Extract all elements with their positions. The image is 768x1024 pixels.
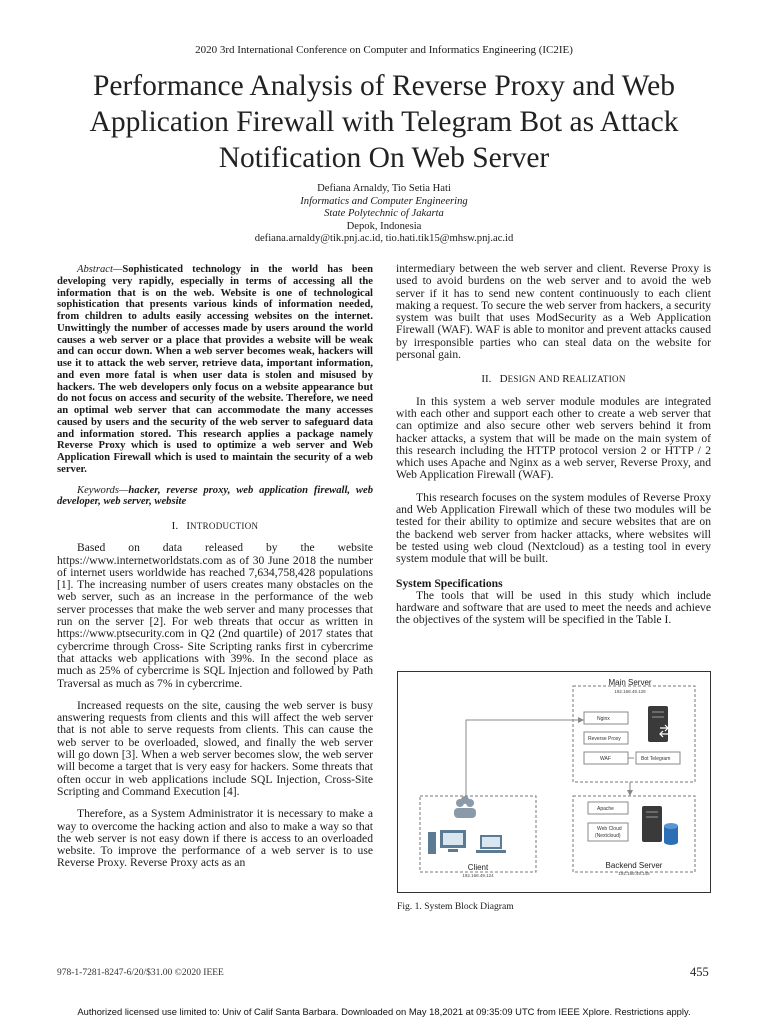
arrow-head [627, 790, 633, 796]
section-heading-introduction [57, 520, 373, 532]
section-rest: ESIGN [507, 374, 539, 385]
spec-paragraph: The tools that will be used in this study which include hardware and software that are used to meet the needs and achieve the objectives of the system will be specified in the Table I. [396, 588, 711, 627]
page-number: 455 [690, 965, 709, 979]
client-ip: 192.168.49.124 [462, 873, 494, 878]
main-server-label: Main Server [608, 678, 652, 687]
right-column [396, 263, 711, 627]
abstract [57, 264, 373, 476]
left-column [57, 264, 373, 870]
section-number: I. [171, 520, 179, 532]
author-block [0, 183, 768, 246]
right-paragraph-1: intermediary between the web server and client. Reverse Proxy is used to avoid burdens on the web server and to avoid the web server if it has to send new content continuously to each client making a request. To secure the web server from hackers, a security system was built that uses ModSecurity as a Web Application Firewall (WAF). WAF is able to monitor and prevent attacks caused by irresponsible parties who can steal data on the website for personal gain. [396, 262, 711, 362]
intro-paragraph-3: Therefore, as a System Administrator it is necessary to make a way to overcome the hacking action and also to make a way so that the web server is not easy down if there is access to an overloaded website. To improve the performance of a web server is to use Reverse Proxy. Reverse Proxy acts as an [57, 807, 373, 870]
conference-header: 2020 3rd International Conference on Computer and Informatics Engineering (IC2IE) [195, 44, 573, 56]
backend-server-ip: 192.168.49.145 [618, 871, 650, 876]
database-icon [664, 823, 678, 845]
section-rest: ND [546, 374, 563, 385]
nginx-label: Nginx [597, 716, 610, 722]
keywords-text: hacker, reverse proxy, web application firewall, web developer, web server, website [57, 484, 373, 508]
license-notice: Authorized licensed use limited to: Univ of Calif Santa Barbara. Downloaded on May 18,2021 at 09:35:09 UTC from IEEE Xplore. Restrictions apply. [77, 1006, 691, 1017]
reverse-proxy-label: Reverse Proxy [588, 736, 621, 742]
design-paragraph-1: In this system a web server module modules are integrated with each other and support each other to create a web server that can optimize and also secure other web servers behind it from hacker attacks, a system that will be made on the main system of this research including the HTTP protocol version 2 or HTTP / 2 which uses Apache and Nginx as a web server, Reverse Proxy, and Web Application Firewall (WAF). [396, 394, 711, 482]
author-emails: defiana.arnaldy@tik.pnj.ac.id, tio.hati.tik15@mhsw.pnj.ac.id [254, 233, 514, 245]
section-initial: A [538, 373, 547, 386]
diagram-canvas [398, 672, 710, 892]
backend-server-icon [642, 806, 662, 842]
nextcloud-label: (Nextcloud) [595, 833, 621, 839]
paper-title: Performance Analysis of Reverse Proxy and Web Application Firewall with Telegram Bot as Attack Notification On Web Server [89, 70, 679, 174]
section-rest: EALIZATION [569, 374, 626, 385]
waf-label: WAF [600, 756, 611, 762]
abstract-text: Sophisticated technology in the world has been developing very rapidly, especially in terms of accessing all the information that is on the web. Website is one of technological sophistication that presents various kinds of information needed, from children to adults easily accessing websites on the internet. Unwittingly the number of accesses made by users around the world causes a web server or a place that provides a website will be weak and can occur down. When a web server becomes weak, hackers will use it to attack the web server, retrieve data, important information, and even more fatal is when user data is stolen and misused by hackers. The web developers only focus on a website appearance but do not focus on access and security of the website. Therefore, we need an optimal web server that can accommodate the many accesses caused by users and the security of the web server to safeguard data and information stored. This research applies a package namely Reverse Proxy which is used to optimize a web server and Web Application Firewall which is used to maintain the security of a web server. [57, 264, 373, 475]
intro-paragraph-2: Increased requests on the site, causing the web server is busy answering requests from clients and this will affect the web server that is not able to serve requests from clients. This can cause the web server to be overloaded, slowed, and finally the web server will go down [3]. When a web server becomes slow, the web server will become a target that is very easy for hackers. Some threats that often occur in web applications include SQL Injection, Cross-Site Scripting and Command Execution [4]. [57, 698, 373, 798]
section-heading-design [396, 373, 711, 385]
section-initial: D [499, 373, 508, 386]
author-location: Depok, Indonesia [346, 220, 422, 232]
figure-caption: Fig. 1. System Block Diagram [397, 901, 514, 912]
design-paragraph-2: This research focuses on the system modules of Reverse Proxy and Web Application Firewall which of these two modules will be tested for their ability to optimize and secure websites that are on the backend web server from hacker attacks, where websites will be tested using web cloud (Nextcloud) as a testing tool in every system module that will be built. [396, 490, 711, 566]
intro-paragraph-1: Based on data released by the website https://www.internetworldstats.com as of 30 June 2018 the number of internet users worldwide has reached 7,634,758,428 populations [1]. The increasing number of users creates many obstacles on the web server, such as an increase in the performance of the web server processes that make the web server and many processes that run on the server [2]. For web threats that occur as written in https://www.ptsecurity.com in Q2 (2nd quartile) of 2017 states that cybercrime through Cross- Site Scripting ranks first in cybercrime that attacks web applications with 39%. In the second place as much as 25% of cybercrime is SQL Injection and followed by Path Traversal as much as 7% in cybercrime. [57, 541, 373, 690]
backend-server-label: Backend Server [605, 861, 663, 870]
main-server-ip: 192.168.49.128 [614, 689, 646, 694]
bot-telegram-label: Bot Telegram [641, 756, 671, 762]
system-block-diagram [397, 671, 711, 893]
section-initial: R [562, 373, 570, 386]
author-department: Informatics and Computer Engineering [300, 195, 468, 207]
author-institution: State Polytechnic of Jakarta [324, 208, 444, 220]
client-label: Client [467, 863, 489, 872]
client-to-server-arrow [466, 720, 578, 796]
abstract-label: Abstract— [77, 264, 123, 275]
server-icon [648, 706, 668, 742]
webcloud-label: Web Cloud [597, 826, 622, 832]
keywords-label: Keywords— [77, 484, 129, 496]
isbn-footer: 978-1-7281-8247-6/20/$31.00 ©2020 IEEE [57, 968, 224, 978]
author-names: Defiana Arnaldy, Tio Setia Hati [317, 183, 451, 194]
apache-label: Apache [597, 806, 614, 812]
client-box [420, 796, 536, 872]
keywords [57, 485, 373, 509]
subsection-heading: System Specifications [396, 576, 503, 590]
section-number: II. [481, 373, 492, 386]
section-rest: NTRODUCTION [190, 521, 259, 531]
laptop-icon [476, 835, 506, 853]
section-initial: I [186, 520, 191, 532]
